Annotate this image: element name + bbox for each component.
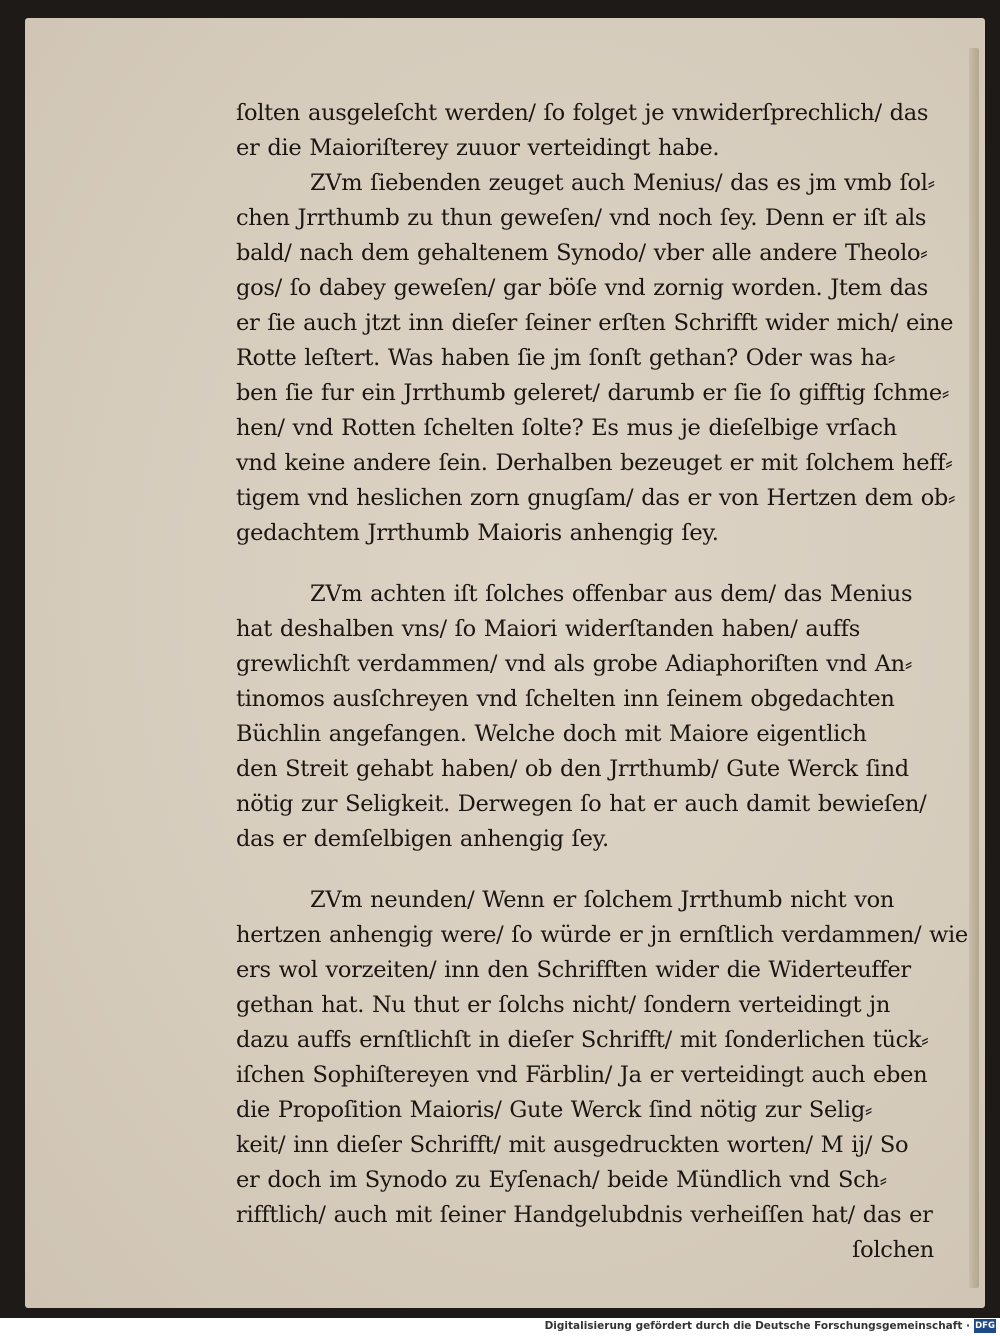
text-line: hen/ vnd Rotten ſchelten ſolte? Es mus je dieſelbige vrſach [236, 415, 897, 441]
dfg-logo: DFG [975, 1321, 995, 1331]
text-line: den Streit gehabt haben/ ob den Jrrthumb/ Gute Werck ſind [236, 756, 909, 782]
text-line: er doch im Synodo zu Eyſenach/ beide Mündlich vnd Sch⸗ [236, 1167, 887, 1193]
paragraph-7 [236, 166, 966, 551]
text-line: gedachtem Jrrthumb Maioris anhengig ſey. [236, 520, 719, 546]
text-line: tigem vnd heslichen zorn gnugſam/ das er von Hertzen dem ob⸗ [236, 485, 956, 511]
text-line: ben ſie fur ein Jrrthumb geleret/ darumb er ſie ſo gifftig ſchme⸗ [236, 380, 950, 406]
text-line: er ſie auch jtzt inn dieſer ſeiner erſten Schrifft wider mich/ eine [236, 310, 954, 336]
funding-credit: Digitalisierung gefördert durch die Deutsche Forschungsgemeinschaft · [544, 1320, 970, 1332]
text-line: keit/ inn dieſer Schrifft/ mit ausgedruckten worten/ M ij/ So [236, 1132, 909, 1158]
text-line: das er demſelbigen anhengig ſey. [236, 826, 609, 852]
text-line: nötig zur Seligkeit. Derwegen ſo hat er auch damit bewieſen/ [236, 791, 927, 817]
text-line: rifftlich/ auch mit ſeiner Handgelubdnis verheiſſen hat/ das er [236, 1202, 933, 1228]
text-line: ſolten ausgeleſcht werden/ ſo folget je vnwiderſprechlich/ das [236, 100, 929, 126]
catchword: ſolchen [852, 1237, 934, 1263]
text-line: ZVm neunden/ Wenn er ſolchem Jrrthumb nicht von [310, 887, 895, 913]
text-line: ZVm ſiebenden zeuget auch Menius/ das es jm vmb ſol⸗ [310, 170, 935, 196]
text-line: hat deshalben vns/ ſo Maiori widerſtanden haben/ auffs [236, 616, 860, 642]
text-line: dazu auffs ernſtlichſt in dieſer Schrifft/ mit ſonderlichen tück⸗ [236, 1027, 929, 1053]
text-line: vnd keine andere ſein. Derhalben bezeuget er mit ſolchem heff⸗ [236, 450, 953, 476]
page-edge [969, 48, 979, 1288]
text-line: bald/ nach dem gehaltenem Synodo/ vber alle andere Theolo⸗ [236, 240, 928, 266]
paragraph-8 [236, 577, 966, 857]
text-line: ZVm achten iſt ſolches offenbar aus dem/ das Menius [310, 581, 913, 607]
text-line: tinomos ausſchreyen vnd ſchelten inn ſeinem obgedachten [236, 686, 895, 712]
text-line: chen Jrrthumb zu thun geweſen/ vnd noch ſey. Denn er iſt als [236, 205, 927, 231]
paragraph-9 [236, 883, 966, 1233]
text-line: ers wol vorzeiten/ inn den Schrifften wider die Widerteuffer [236, 957, 911, 983]
text-line: hertzen anhengig were/ ſo würde er jn ernſtlich verdammen/ wie [236, 922, 968, 948]
text-line: er die Maioriſterey zuuor verteidingt habe. [236, 135, 720, 161]
text-line: die Propoſition Maioris/ Gute Werck ſind nötig zur Selig⸗ [236, 1097, 873, 1123]
text-line: Büchlin angefangen. Welche doch mit Maiore eigentlich [236, 721, 867, 747]
text-line: gethan hat. Nu thut er ſolchs nicht/ ſondern verteidingt jn [236, 992, 891, 1018]
page-text [236, 96, 966, 1268]
text-line: gos/ ſo dabey geweſen/ gar böſe vnd zornig worden. Jtem das [236, 275, 929, 301]
text-line: grewlichſt verdammen/ vnd als grobe Adiaphoriſten vnd An⸗ [236, 651, 913, 677]
text-line: Rotte leſtert. Was haben ſie jm ſonſt gethan? Oder was ha⸗ [236, 345, 896, 371]
text-line: iſchen Sophiſtereyen vnd Färblin/ Ja er verteidingt auch eben [236, 1062, 928, 1088]
footer-bar [0, 1318, 1000, 1336]
